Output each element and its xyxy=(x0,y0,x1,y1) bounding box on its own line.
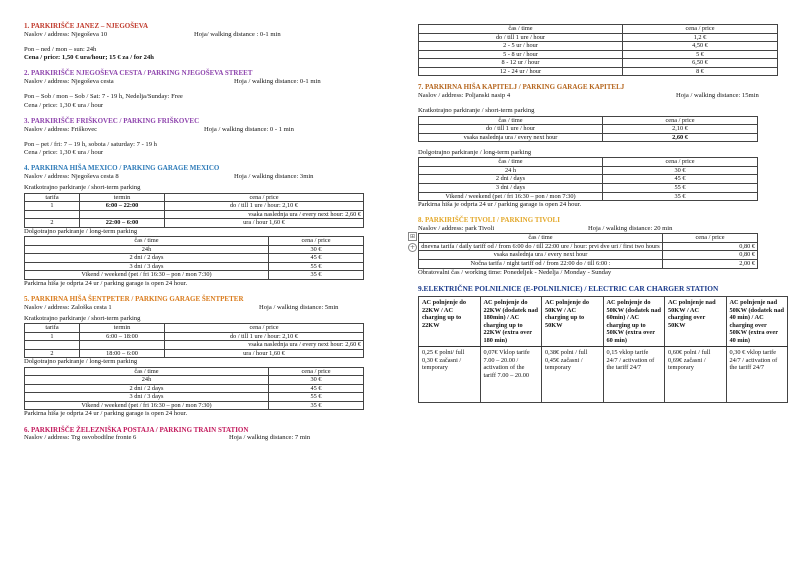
table-cell: do / till 1 ure / hour: 2,10 € xyxy=(165,332,364,341)
table-header: cena / price xyxy=(663,234,758,243)
hourly-price-table xyxy=(418,24,778,76)
table-cell: 45 € xyxy=(269,384,364,393)
hours-text: Pon – pet / fri: 7 – 19 h, sobota / saturday: 7 - 19 h xyxy=(24,140,157,148)
table-cell: 0,07€ Vklop tarife 7.00 – 20.00 / activation of the tariff 7.00 – 20.00 xyxy=(480,347,542,403)
table-header: čas / time xyxy=(419,25,623,34)
table-cell: 24 h xyxy=(419,166,603,175)
table-cell: 6:00 – 22:00 xyxy=(80,202,165,211)
distance-text: Hoja / walking distance: 7 min xyxy=(229,434,311,442)
table-cell: 2 - 5 ur / hour xyxy=(419,42,623,51)
address-text: Naslov / address: Poljanski nasip 4 xyxy=(418,92,511,100)
table-cell: Vikend / weekend (pet / fri 16:30 – pon / mon 7:30) xyxy=(25,271,269,280)
table-cell: 2 xyxy=(25,349,80,358)
table-cell: 1 xyxy=(25,332,80,341)
table-header: tarifa xyxy=(25,193,80,202)
table-header: čas / time xyxy=(419,158,603,167)
section-title-6: 6. PARKIRIŠČE ŽELEZNIŠKA POSTAJA / PARKING TRAIN STATION xyxy=(24,425,249,434)
table-cell: ura / hour 1,60 € xyxy=(165,349,364,358)
right-column xyxy=(409,0,790,403)
address-text: Naslov / address: Trg osvobodilne fronte 6 xyxy=(24,434,137,442)
short-term-label: Kratkotrajno parkiranje / short-term parking xyxy=(24,314,141,322)
table-header: cena / price xyxy=(269,367,364,376)
table-cell: 3 dni / 3 days xyxy=(25,393,269,402)
table-cell: 30 € xyxy=(603,166,758,175)
table-cell: 0,80 € xyxy=(663,251,758,260)
table-cell: vsaka naslednja ura / every next hour: 2,60 € xyxy=(165,341,364,350)
long-term-table xyxy=(24,236,364,280)
table-cell: 5 € xyxy=(623,50,778,59)
table-header: termin xyxy=(80,324,165,333)
table-cell: 0,60€ polni / full 0,69€ začasni / temporary xyxy=(665,347,727,403)
open-hours-note: Parkirna hiša je odprta 24 ur / parking garage is open 24 hour. xyxy=(24,279,188,287)
table-move-handle-icon[interactable]: ⊞ xyxy=(409,233,416,241)
table-header: AC polnjenje nad 50KW / AC charging over 50KW xyxy=(665,297,727,347)
table-cell: Nočna tarifa / night tariff od / from 22:00 do / till 6:00 : xyxy=(419,259,663,268)
table-header: čas / time xyxy=(419,116,603,125)
table-cell: 8 € xyxy=(623,67,778,76)
table-header: termin xyxy=(80,193,165,202)
table-cell: do / till 1 ure / hour xyxy=(419,125,603,134)
table-cell: 1 xyxy=(25,202,80,211)
address-text: Naslov / address: Friškovec xyxy=(24,125,98,133)
table-cell: Vikend / weekend (pet / fri 16:30 – pon / mon 7:30) xyxy=(25,401,269,410)
table-cell xyxy=(25,210,80,219)
distance-text: Hoja / walking distance: 0 - 1 min xyxy=(204,125,294,133)
table-cell: 2,00 € xyxy=(663,259,758,268)
section-title-2: 2. PARKIRIŠČE NJEGOŠEVA CESTA / PARKING NJEGOŠEVA STREET xyxy=(24,69,253,78)
table-cell: vsaka naslednja ura / every next hour: 2,60 € xyxy=(165,210,364,219)
table-header: cena / price xyxy=(165,193,364,202)
table-cell: vsaka naslednja ura / every next hour xyxy=(419,251,663,260)
table-cell: 2,10 € xyxy=(603,125,758,134)
table-cell: 0,15 vklop tarife 24/7 / activation of the tariff 24/7 xyxy=(603,347,665,403)
price-text: Cena / price: 1,30 € ura / hour xyxy=(24,149,104,157)
table-cell: do / till 1 ure / hour: 2,10 € xyxy=(165,202,364,211)
table-cell xyxy=(80,210,165,219)
distance-text: Hoja / walking distance: 20 min xyxy=(588,225,673,233)
hours-text: Pon – ned / mon – sun: 24h xyxy=(24,45,97,53)
left-column xyxy=(24,0,384,443)
table-cell: 55 € xyxy=(269,262,364,271)
table-cell: 22:00 – 6:00 xyxy=(80,219,165,228)
table-header: čas / time xyxy=(25,237,269,246)
table-cell: 0,25 € polni/ full 0,30 € začasni / temporary xyxy=(419,347,481,403)
table-cell: 4,50 € xyxy=(623,42,778,51)
table-cell xyxy=(80,341,165,350)
open-hours-note: Parkirna hiša je odprta 24 ur / parking garage is open 24 hour. xyxy=(24,410,188,418)
add-row-icon[interactable]: + xyxy=(409,244,416,252)
ev-charger-table xyxy=(418,296,788,403)
long-term-table xyxy=(24,367,364,411)
section-title-7: 7. PARKIRNA HIŠA KAPITELJ / PARKING GARAGE KAPITELJ xyxy=(418,83,625,92)
table-cell: 5 - 8 ur / hour xyxy=(419,50,623,59)
table-header: tarifa xyxy=(25,324,80,333)
table-header: AC polnjenje do 22KW (dodatek nad 180min) / AC charging up to 22KW (extra over 180 min) xyxy=(480,297,542,347)
long-term-label: Dolgotrajno parkiranje / long-term parking xyxy=(24,358,138,366)
table-cell: 18:00 – 6:00 xyxy=(80,349,165,358)
table-header: cena / price xyxy=(165,324,364,333)
table-cell: do / till 1 ure / hour xyxy=(419,33,623,42)
short-term-table xyxy=(418,116,758,143)
table-cell: 2 dni / days xyxy=(419,175,603,184)
table-cell: 3 dni / days xyxy=(419,184,603,193)
price-text: Cena / price: 1,30 € ura / hour xyxy=(24,101,104,109)
table-cell: vsaka naslednja ura / every next hour xyxy=(419,133,603,142)
section-title-9: 9.ELEKTRIČNE POLNILNICE (E-POLNILNICE) / ELECTRIC CAR CHARGER STATION xyxy=(418,283,719,293)
short-term-label: Kratkotrajno parkiranje / short-term parking xyxy=(418,107,535,115)
table-header: cena / price xyxy=(269,237,364,246)
table-cell: 2 xyxy=(25,219,80,228)
address-text: Naslov / address: park Tivoli xyxy=(418,225,495,233)
table-header: AC polnjenje do 50KW / AC charging up to 50KW xyxy=(542,297,604,347)
table-cell: 35 € xyxy=(603,192,758,201)
table-cell: dnevna tarifa / daily tariff od / from 6:00 do / till 22:00 ure / hour: prvi dve uri / first two hours xyxy=(419,242,663,251)
table-cell: 0,38€ polni / full 0,45€ začasni / temporary xyxy=(542,347,604,403)
table-cell: ura / hour 1,60 € xyxy=(165,219,364,228)
distance-text: Hoja / walking distance: 0-1 min xyxy=(234,78,321,86)
short-term-table xyxy=(24,323,364,358)
table-cell: 2 dni / 2 days xyxy=(25,254,269,263)
table-cell: 55 € xyxy=(269,393,364,402)
section-title-4: 4. PARKIRNA HIŠA MEXICO / PARKING GARAGE MEXICO xyxy=(24,164,220,173)
table-cell: 55 € xyxy=(603,184,758,193)
table-header: cena / price xyxy=(603,116,758,125)
table-cell: 12 - 24 ur / hour xyxy=(419,67,623,76)
tivoli-price-table xyxy=(418,233,758,268)
address-text: Naslov / address: Njegoševa 10 xyxy=(24,30,108,38)
table-cell xyxy=(25,341,80,350)
table-cell: Vikend / weekend (pet / fri 16:30 – pon / mon 7:30) xyxy=(419,192,603,201)
section-title-8: 8. PARKIRIŠČE TIVOLI / PARKING TIVOLI xyxy=(418,216,560,225)
table-cell: 8 - 12 ur / hour xyxy=(419,59,623,68)
table-cell: 0,80 € xyxy=(663,242,758,251)
table-cell: 45 € xyxy=(603,175,758,184)
long-term-label: Dolgotrajno parkiranje / long-term parking xyxy=(418,149,532,157)
open-hours-note: Parkirna hiša je odprta 24 ur / parking garage is open 24 hour. xyxy=(418,201,582,209)
table-cell: 0,30 € vklop tarife 24/7 / activation of the tariff 24/7 xyxy=(726,347,788,403)
table-cell: 24h xyxy=(25,245,269,254)
table-cell: 2,60 € xyxy=(603,133,758,142)
table-header: AC polnjenje nad 50KW (dodatek nad 40 min) / AC charging over 50KW (extra over 40 min) xyxy=(726,297,788,347)
address-text: Naslov / address: Njegoševa cesta xyxy=(24,78,114,86)
table-cell: 6:00 – 18:00 xyxy=(80,332,165,341)
address-text: Naslov / address: Njegoševa cesta 8 xyxy=(24,173,119,181)
table-cell: 3 dni / 3 days xyxy=(25,262,269,271)
table-cell: 2 dni / 2 days xyxy=(25,384,269,393)
table-cell: 45 € xyxy=(269,254,364,263)
section-title-1: 1. PARKIRIŠČE JANEZ – NJEGOŠEVA xyxy=(24,22,149,30)
price-text: Cena / price: 1,50 € ura/hour; 15 € za / for 24h xyxy=(24,54,154,62)
table-cell: 24h xyxy=(25,376,269,385)
distance-text: Hoja/ walking distance : 0-1 min xyxy=(194,30,281,38)
address-text: Naslov / address: Zaloška cesta 1 xyxy=(24,303,112,311)
section-title-5: 5. PARKIRNA HIŠA ŠENTPETER / PARKING GARAGE ŠENTPETER xyxy=(24,294,244,303)
table-header: cena / price xyxy=(603,158,758,167)
tivoli-table-wrap xyxy=(409,233,790,268)
table-cell: 30 € xyxy=(269,245,364,254)
table-cell: 35 € xyxy=(269,271,364,280)
table-cell: 35 € xyxy=(269,401,364,410)
long-term-label: Dolgotrajno parkiranje / long-term parking xyxy=(24,227,138,235)
table-header: AC polnjenje do 50KW (dodatek nad 60min) / AC charging up to 50KW (extra over 60 min) xyxy=(603,297,665,347)
distance-text: Hoja / walking distance: 15min xyxy=(676,92,759,100)
table-header: cena / price xyxy=(623,25,778,34)
table-header: čas / time xyxy=(419,234,663,243)
table-cell: 30 € xyxy=(269,376,364,385)
table-cell: 1,2 € xyxy=(623,33,778,42)
working-time-text: Obratovalni čas / working time: Ponedeljek - Nedelja / Monday - Sunday xyxy=(418,268,612,276)
short-term-table xyxy=(24,193,364,228)
table-header: čas / time xyxy=(25,367,269,376)
hours-text: Pon – Sob / mon – Sob / Sat: 7 - 19 h, Nedelja/Sunday: Free xyxy=(24,93,183,101)
address-row xyxy=(24,31,384,39)
distance-text: Hoja / walking distance: 5min xyxy=(259,303,339,311)
section-title-3: 3. PARKIRIŠČE FRIŠKOVEC / PARKING FRIŠKOVEC xyxy=(24,116,200,125)
long-term-table xyxy=(418,157,758,201)
table-cell: 6,50 € xyxy=(623,59,778,68)
distance-text: Hoja / walking distance: 3min xyxy=(234,173,314,181)
short-term-label: Kratkotrajno parkiranje / short-term parking xyxy=(24,184,141,192)
table-header: AC polnjenje do 22KW / AC charging up to 22KW xyxy=(419,297,481,347)
